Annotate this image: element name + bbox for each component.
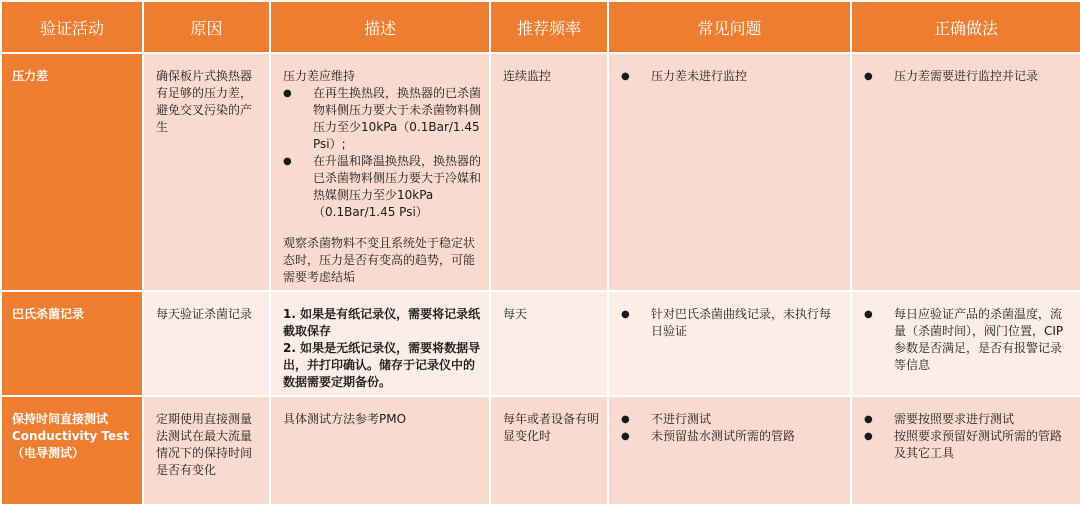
issue-item: ● 不进行测试: [621, 411, 842, 428]
issues-cell: [608, 53, 851, 291]
table-row: [1, 291, 1080, 396]
practice-item: ● 按照要求预留好测试所需的管路及其它工具: [864, 428, 1072, 462]
practice-item: ● 每日应验证产品的杀菌温度，流量（杀菌时间），阀门位置，CIP参数是否满足，是否有报警记录等信息: [864, 306, 1072, 374]
frequency-text: 连续监控: [503, 69, 552, 83]
table-header-row: [1, 1, 1080, 53]
practice-list: [864, 306, 1072, 374]
issue-item: ● 未预留盐水测试所需的管路: [621, 428, 842, 445]
description-intro: 压力差应维持: [283, 69, 356, 83]
description-bullet-list: [283, 85, 481, 221]
reason-text: 每天验证杀菌记录: [156, 307, 253, 321]
table-row: [1, 53, 1080, 291]
practice-cell: [851, 53, 1080, 291]
column-header-reason: 原因: [143, 1, 270, 53]
description-line: 2. 如果是无纸记录仪，需要将数据导出，并打印确认。储存于记录仪中的数据需要定期备份。: [283, 341, 481, 389]
description-line: 1. 如果是有纸记录仪，需要将记录纸截取保存: [283, 307, 481, 338]
frequency-text: 每天: [503, 307, 528, 321]
column-header-activity: 验证活动: [1, 1, 143, 53]
issues-list: [621, 306, 842, 340]
table-row: [1, 396, 1080, 505]
description-cell: [270, 53, 490, 291]
activity-cell: [1, 53, 143, 291]
column-header-frequency: 推荐频率: [490, 1, 608, 53]
frequency-cell: [490, 53, 608, 291]
reason-cell: [143, 53, 270, 291]
description-cell: [270, 396, 490, 505]
reason-cell: [143, 396, 270, 505]
activity-label: 保持时间直接测试 Conductivity Test （电导测试）: [12, 412, 129, 460]
practice-list: [864, 68, 1072, 85]
description-cell: [270, 291, 490, 396]
issues-cell: [608, 291, 851, 396]
column-header-description: 描述: [270, 1, 490, 53]
frequency-cell: [490, 291, 608, 396]
reason-text: 定期使用直接测量法测试在最大流量情况下的保持时间是否有变化: [156, 412, 253, 477]
issues-list: [621, 68, 842, 85]
reason-text: 确保板片式换热器有足够的压力差，避免交叉污染的产生: [156, 69, 253, 134]
column-header-common-issues: 常见问题: [608, 1, 851, 53]
practice-item: ● 需要按照要求进行测试: [864, 411, 1072, 428]
practice-list: [864, 411, 1072, 462]
activity-label: 巴氏杀菌记录: [12, 307, 85, 321]
practice-item: ● 压力差需要进行监控并记录: [864, 68, 1072, 85]
frequency-cell: [490, 396, 608, 505]
activity-cell: [1, 396, 143, 505]
description-note: 观察杀菌物料不变且系统处于稳定状态时，压力是否有变高的趋势，可能需要考虑结垢: [283, 236, 476, 284]
frequency-text: 每年或者设备有明显变化时: [503, 412, 600, 443]
issues-list: [621, 411, 842, 445]
issue-item: ● 针对巴氏杀菌曲线记录，未执行每日验证: [621, 306, 842, 340]
description-bullet: ● 在升温和降温换热段，换热器的已杀菌物料侧压力要大于冷媒和热媒侧压力至少10kPa（0.1Bar/1.45 Psi）: [283, 153, 481, 221]
spacer: [283, 221, 481, 235]
issue-item: ● 压力差未进行监控: [621, 68, 842, 85]
activity-label: 压力差: [12, 69, 49, 83]
practice-cell: [851, 396, 1080, 505]
issues-cell: [608, 396, 851, 505]
activity-cell: [1, 291, 143, 396]
reason-cell: [143, 291, 270, 396]
column-header-correct-practice: 正确做法: [851, 1, 1080, 53]
description-bullet: ● 在再生换热段，换热器的已杀菌物料侧压力要大于未杀菌物料侧压力至少10kPa（0.1Bar/1.45 Psi）;: [283, 85, 481, 153]
practice-cell: [851, 291, 1080, 396]
description-text: 具体测试方法参考PMO: [283, 412, 407, 426]
